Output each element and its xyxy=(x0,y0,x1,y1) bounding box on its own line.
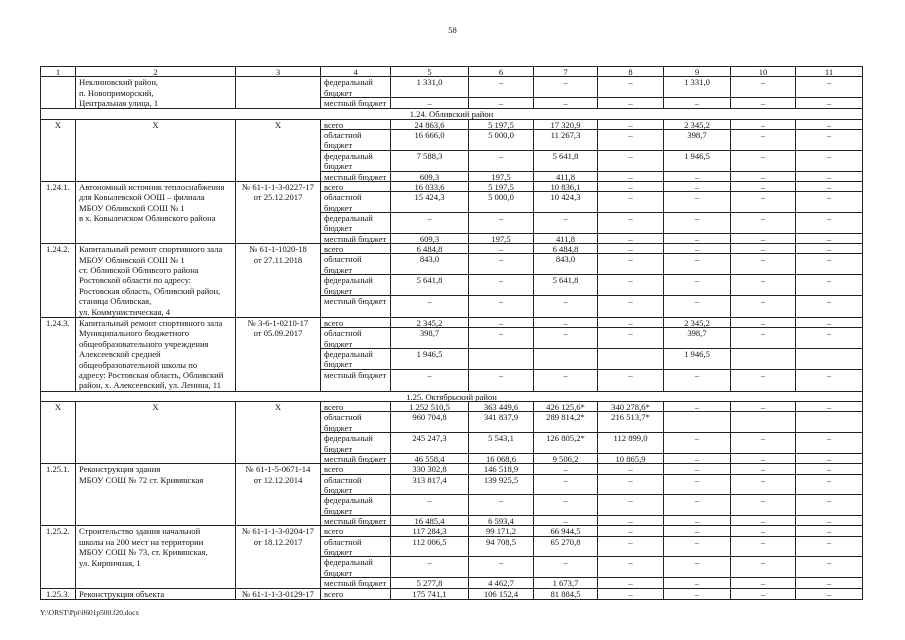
funding-source: федеральный бюджет xyxy=(321,349,391,370)
value-cell xyxy=(731,412,796,433)
value-cell: – xyxy=(731,475,796,496)
value-cell: 609,3 xyxy=(391,234,469,244)
row-document xyxy=(236,77,321,109)
funding-source: федеральный бюджет xyxy=(321,77,391,98)
value-cell: – xyxy=(391,296,469,318)
funding-source: федеральный бюджет xyxy=(321,495,391,516)
value-cell xyxy=(796,412,863,433)
value-cell: 398,7 xyxy=(664,328,731,349)
funding-source: всего xyxy=(321,402,391,412)
value-cell: – xyxy=(598,213,664,234)
value-cell: – xyxy=(598,182,664,192)
value-cell: – xyxy=(731,557,796,578)
value-cell: 2 345,2 xyxy=(664,120,731,130)
value-cell: – xyxy=(796,495,863,516)
value-cell: – xyxy=(796,537,863,558)
column-number-header: 4 xyxy=(321,67,391,77)
row-document: № 3-6-1-0210-17 от 05.09.2017 xyxy=(236,318,321,392)
row-number: 1.24.1. xyxy=(41,182,76,244)
value-cell: – xyxy=(598,151,664,172)
value-cell: 843,0 xyxy=(391,254,469,275)
value-cell: – xyxy=(534,328,598,349)
value-cell: – xyxy=(664,254,731,275)
value-cell: – xyxy=(534,296,598,318)
value-cell: – xyxy=(796,234,863,244)
value-cell: – xyxy=(731,464,796,474)
value-cell: – xyxy=(796,557,863,578)
value-cell: 66 944,5 xyxy=(534,526,598,536)
value-cell: – xyxy=(598,578,664,588)
value-cell: 426 125,6* xyxy=(534,402,598,412)
column-number-header: 1 xyxy=(41,67,76,77)
value-cell: 112 006,5 xyxy=(391,537,469,558)
funding-source: федеральный бюджет xyxy=(321,151,391,172)
funding-source: всего xyxy=(321,318,391,328)
column-number-header: 9 xyxy=(664,67,731,77)
value-cell: – xyxy=(731,589,796,600)
value-cell: – xyxy=(391,213,469,234)
value-cell: – xyxy=(469,244,534,254)
funding-source: всего xyxy=(321,464,391,474)
column-number-header: 7 xyxy=(534,67,598,77)
value-cell: 11 267,3 xyxy=(534,130,598,151)
value-cell: – xyxy=(391,370,469,392)
value-cell: – xyxy=(664,192,731,213)
value-cell: – xyxy=(796,433,863,454)
value-cell: – xyxy=(598,254,664,275)
value-cell: 216 513,7* xyxy=(598,412,664,433)
value-cell: – xyxy=(664,213,731,234)
value-cell: – xyxy=(664,516,731,526)
value-cell: – xyxy=(598,495,664,516)
value-cell xyxy=(469,349,534,370)
value-cell: – xyxy=(664,402,731,412)
column-number-header: 5 xyxy=(391,67,469,77)
value-cell xyxy=(534,349,598,370)
value-cell: – xyxy=(534,318,598,328)
value-cell: – xyxy=(598,172,664,182)
value-cell: – xyxy=(796,296,863,318)
value-cell: – xyxy=(731,495,796,516)
funding-source: всего xyxy=(321,244,391,254)
value-cell: 16 485,4 xyxy=(391,516,469,526)
value-cell: – xyxy=(731,77,796,98)
value-cell: – xyxy=(664,370,731,392)
value-cell xyxy=(664,412,731,433)
funding-source: областной бюджет xyxy=(321,192,391,213)
value-cell: – xyxy=(598,192,664,213)
value-cell: – xyxy=(664,475,731,496)
funding-source: местный бюджет xyxy=(321,516,391,526)
value-cell: – xyxy=(598,537,664,558)
row-number: Х xyxy=(41,402,76,464)
row-document: Х xyxy=(236,402,321,464)
value-cell xyxy=(598,349,664,370)
value-cell: 197,5 xyxy=(469,234,534,244)
value-cell: – xyxy=(664,275,731,296)
value-cell: 10 836,1 xyxy=(534,182,598,192)
value-cell: – xyxy=(796,244,863,254)
value-cell: – xyxy=(664,454,731,464)
value-cell: – xyxy=(731,318,796,328)
value-cell: – xyxy=(731,370,796,392)
value-cell: – xyxy=(796,318,863,328)
value-cell: – xyxy=(534,213,598,234)
value-cell: – xyxy=(469,296,534,318)
value-cell: 126 805,2* xyxy=(534,433,598,454)
value-cell: – xyxy=(598,275,664,296)
value-cell: – xyxy=(664,578,731,588)
value-cell: – xyxy=(796,172,863,182)
value-cell: – xyxy=(796,182,863,192)
value-cell: 106 152,4 xyxy=(469,589,534,600)
row-description: Реконструкция объекта xyxy=(76,589,236,600)
value-cell: – xyxy=(664,589,731,600)
funding-source: областной бюджет xyxy=(321,412,391,433)
value-cell: 10 424,3 xyxy=(534,192,598,213)
funding-source: всего xyxy=(321,589,391,600)
funding-source: местный бюджет xyxy=(321,172,391,182)
value-cell: – xyxy=(664,296,731,318)
value-cell: – xyxy=(664,495,731,516)
value-cell: 411,8 xyxy=(534,172,598,182)
value-cell: – xyxy=(391,557,469,578)
value-cell: 289 814,2* xyxy=(534,412,598,433)
funding-source: федеральный бюджет xyxy=(321,433,391,454)
funding-source: всего xyxy=(321,526,391,536)
value-cell: 197,5 xyxy=(469,172,534,182)
value-cell: – xyxy=(664,537,731,558)
value-cell: 2 345,2 xyxy=(664,318,731,328)
budget-table xyxy=(40,66,863,600)
value-cell: – xyxy=(796,120,863,130)
funding-source: областной бюджет xyxy=(321,328,391,349)
value-cell: – xyxy=(469,77,534,98)
value-cell: 398,7 xyxy=(664,130,731,151)
value-cell: – xyxy=(534,98,598,109)
value-cell: – xyxy=(731,537,796,558)
value-cell: – xyxy=(796,213,863,234)
value-cell: 843,0 xyxy=(534,254,598,275)
funding-source: местный бюджет xyxy=(321,296,391,318)
value-cell: – xyxy=(731,402,796,412)
value-cell: – xyxy=(731,182,796,192)
value-cell: 5 641,8 xyxy=(391,275,469,296)
value-cell: 245 247,3 xyxy=(391,433,469,454)
funding-source: всего xyxy=(321,182,391,192)
section-title: 1.25. Октябрьский район xyxy=(41,392,863,402)
value-cell: 5 641,8 xyxy=(534,151,598,172)
value-cell: – xyxy=(731,120,796,130)
value-cell: – xyxy=(796,454,863,464)
value-cell: 2 345,2 xyxy=(391,318,469,328)
value-cell: – xyxy=(469,151,534,172)
row-number: Х xyxy=(41,120,76,182)
row-description: Капитальный ремонт спортивного зала МБОУ Обливской СОШ № 1 ст. Обливской Обливсого района Ростовской области по адресу: Ростовская область, Обливский район, станица Обливская, ул. Коммунистическая, 4 xyxy=(76,244,236,318)
funding-source: местный бюджет xyxy=(321,98,391,109)
value-cell: – xyxy=(664,244,731,254)
value-cell: – xyxy=(796,328,863,349)
value-cell: – xyxy=(731,213,796,234)
value-cell: – xyxy=(598,234,664,244)
funding-source: областной бюджет xyxy=(321,537,391,558)
value-cell: – xyxy=(598,318,664,328)
value-cell: 609,3 xyxy=(391,172,469,182)
value-cell: – xyxy=(598,526,664,536)
value-cell: 5 641,8 xyxy=(534,275,598,296)
value-cell: – xyxy=(469,495,534,516)
value-cell: – xyxy=(598,130,664,151)
value-cell: – xyxy=(598,296,664,318)
row-number: 1.24.3. xyxy=(41,318,76,392)
row-number: 1.25.2. xyxy=(41,526,76,588)
funding-source: местный бюджет xyxy=(321,234,391,244)
value-cell: – xyxy=(796,526,863,536)
value-cell: 330 302,8 xyxy=(391,464,469,474)
value-cell: – xyxy=(598,464,664,474)
value-cell: 1 331,0 xyxy=(391,77,469,98)
value-cell: 5 000,0 xyxy=(469,130,534,151)
funding-source: областной бюджет xyxy=(321,475,391,496)
value-cell: – xyxy=(469,275,534,296)
file-path-footer: Y:\ORST\Ppi\0601p500.f20.docx xyxy=(40,608,140,617)
value-cell: – xyxy=(598,120,664,130)
value-cell: 99 171,2 xyxy=(469,526,534,536)
row-description: Х xyxy=(76,402,236,464)
value-cell: 15 424,3 xyxy=(391,192,469,213)
column-number-header: 3 xyxy=(236,67,321,77)
value-cell: – xyxy=(731,244,796,254)
row-document: № 61-1-5-0671-14 от 12.12.2014 xyxy=(236,464,321,526)
value-cell: – xyxy=(796,192,863,213)
value-cell: – xyxy=(598,516,664,526)
row-number xyxy=(41,77,76,109)
value-cell: – xyxy=(664,234,731,244)
value-cell: 6 593,4 xyxy=(469,516,534,526)
value-cell: 5 543,1 xyxy=(469,433,534,454)
value-cell: – xyxy=(469,370,534,392)
value-cell: – xyxy=(664,172,731,182)
value-cell: 10 865,9 xyxy=(598,454,664,464)
funding-source: местный бюджет xyxy=(321,578,391,588)
value-cell: 1 252 510,5 xyxy=(391,402,469,412)
row-number: 1.25.1. xyxy=(41,464,76,526)
value-cell: – xyxy=(664,182,731,192)
value-cell: – xyxy=(664,464,731,474)
page-number: 58 xyxy=(448,25,457,35)
funding-source: областной бюджет xyxy=(321,130,391,151)
value-cell: – xyxy=(796,516,863,526)
value-cell: – xyxy=(664,98,731,109)
value-cell: – xyxy=(664,433,731,454)
value-cell: 94 708,5 xyxy=(469,537,534,558)
row-document: № 61-1-1-3-0227-17 от 25.12.2017 xyxy=(236,182,321,244)
value-cell: 398,7 xyxy=(391,328,469,349)
value-cell: – xyxy=(534,516,598,526)
funding-source: федеральный бюджет xyxy=(321,213,391,234)
value-cell: – xyxy=(731,526,796,536)
value-cell: – xyxy=(796,151,863,172)
row-number: 1.25.3. xyxy=(41,589,76,600)
value-cell: – xyxy=(731,151,796,172)
value-cell: – xyxy=(534,475,598,496)
row-document: Х xyxy=(236,120,321,182)
value-cell: 9 506,2 xyxy=(534,454,598,464)
row-document: № 61-1-1-3-0204-17 от 18.12.2017 xyxy=(236,526,321,588)
value-cell: – xyxy=(731,254,796,275)
value-cell: 1 946,5 xyxy=(391,349,469,370)
value-cell: 6 484,8 xyxy=(391,244,469,254)
value-cell: 363 449,6 xyxy=(469,402,534,412)
column-number-header: 6 xyxy=(469,67,534,77)
value-cell: – xyxy=(469,213,534,234)
value-cell: – xyxy=(796,275,863,296)
value-cell: – xyxy=(731,192,796,213)
value-cell: 146 518,9 xyxy=(469,464,534,474)
funding-source: федеральный бюджет xyxy=(321,275,391,296)
value-cell: – xyxy=(469,318,534,328)
value-cell: 65 270,8 xyxy=(534,537,598,558)
value-cell: – xyxy=(534,557,598,578)
value-cell: – xyxy=(796,578,863,588)
value-cell: – xyxy=(598,557,664,578)
value-cell: – xyxy=(469,328,534,349)
funding-source: местный бюджет xyxy=(321,454,391,464)
value-cell: – xyxy=(598,475,664,496)
value-cell: – xyxy=(731,328,796,349)
row-number: 1.24.2. xyxy=(41,244,76,318)
value-cell: – xyxy=(796,98,863,109)
row-document: № 61-1-1020-18 от 27.11.2018 xyxy=(236,244,321,318)
value-cell: – xyxy=(731,98,796,109)
row-description: Неклиновский район, п. Новоприморский, Центральная улица, 1 xyxy=(76,77,236,109)
funding-source: федеральный бюджет xyxy=(321,557,391,578)
value-cell: – xyxy=(796,254,863,275)
funding-source: областной бюджет xyxy=(321,254,391,275)
value-cell: – xyxy=(469,557,534,578)
row-document: № 61-1-1-3-0129-17 xyxy=(236,589,321,600)
value-cell: – xyxy=(534,464,598,474)
value-cell: – xyxy=(731,275,796,296)
value-cell: 341 837,9 xyxy=(469,412,534,433)
value-cell: – xyxy=(731,130,796,151)
value-cell: – xyxy=(731,234,796,244)
value-cell: 17 320,9 xyxy=(534,120,598,130)
value-cell: – xyxy=(796,402,863,412)
section-title: 1.24. Обливский район xyxy=(41,109,863,119)
funding-source: всего xyxy=(321,120,391,130)
value-cell: – xyxy=(598,370,664,392)
row-description: Реконструкция здания МБОУ СОШ № 72 ст. Кривянская xyxy=(76,464,236,526)
value-cell: – xyxy=(391,495,469,516)
row-description: Строительство здания начальной школы на 200 мест на территории МБОУ СОШ № 73, ст. Кривянская, ул. Кирпичная, 1 xyxy=(76,526,236,588)
value-cell: – xyxy=(469,254,534,275)
value-cell: 16 666,0 xyxy=(391,130,469,151)
row-description: Капитальный ремонт спортивного зала Муниципального бюджетного общеобразовательного учреждения Алексеевской средней общеобразовательной школы по адресу: Ростовская область, Обливский район, х. Алексеевский, ул. Ленина, 11 xyxy=(76,318,236,392)
value-cell: – xyxy=(731,172,796,182)
value-cell: 139 925,5 xyxy=(469,475,534,496)
value-cell: 5 000,0 xyxy=(469,192,534,213)
column-number-header: 2 xyxy=(76,67,236,77)
value-cell: – xyxy=(598,328,664,349)
funding-source: местный бюджет xyxy=(321,370,391,392)
value-cell: 5 277,8 xyxy=(391,578,469,588)
value-cell: – xyxy=(731,296,796,318)
value-cell: – xyxy=(534,370,598,392)
value-cell: – xyxy=(796,464,863,474)
value-cell: – xyxy=(796,370,863,392)
value-cell: – xyxy=(664,557,731,578)
value-cell: 1 946,5 xyxy=(664,151,731,172)
value-cell: 1 946,5 xyxy=(664,349,731,370)
value-cell: – xyxy=(534,77,598,98)
value-cell: 411,8 xyxy=(534,234,598,244)
value-cell: 960 704,8 xyxy=(391,412,469,433)
value-cell: – xyxy=(534,495,598,516)
value-cell: – xyxy=(796,475,863,496)
value-cell: 6 484,8 xyxy=(534,244,598,254)
value-cell: 81 884,5 xyxy=(534,589,598,600)
value-cell: – xyxy=(664,526,731,536)
value-cell: – xyxy=(796,130,863,151)
value-cell: 16 068,6 xyxy=(469,454,534,464)
value-cell: 16 033,6 xyxy=(391,182,469,192)
value-cell: 7 588,3 xyxy=(391,151,469,172)
value-cell: – xyxy=(731,578,796,588)
value-cell: 1 331,0 xyxy=(664,77,731,98)
value-cell: – xyxy=(469,98,534,109)
row-description: Автономный источник теплоснабжения для Ковылевской ООШ – филиала МБОУ Обливской СОШ № 1 в х. Ковыленском Обливского района xyxy=(76,182,236,244)
value-cell: 5 197,5 xyxy=(469,120,534,130)
value-cell: – xyxy=(731,454,796,464)
value-cell: 5 197,5 xyxy=(469,182,534,192)
value-cell: 24 863,6 xyxy=(391,120,469,130)
column-number-header: 11 xyxy=(796,67,863,77)
value-cell: 313 817,4 xyxy=(391,475,469,496)
row-description: Х xyxy=(76,120,236,182)
value-cell: – xyxy=(598,244,664,254)
column-number-header: 8 xyxy=(598,67,664,77)
value-cell: 117 284,3 xyxy=(391,526,469,536)
value-cell: – xyxy=(391,98,469,109)
value-cell: 4 462,7 xyxy=(469,578,534,588)
value-cell: – xyxy=(598,77,664,98)
value-cell: 112 899,0 xyxy=(598,433,664,454)
value-cell: 1 673,7 xyxy=(534,578,598,588)
value-cell: – xyxy=(796,589,863,600)
value-cell: 175 741,1 xyxy=(391,589,469,600)
value-cell xyxy=(796,349,863,370)
value-cell: 46 558,4 xyxy=(391,454,469,464)
value-cell: – xyxy=(598,589,664,600)
value-cell: 340 278,6* xyxy=(598,402,664,412)
value-cell: – xyxy=(598,98,664,109)
value-cell: – xyxy=(731,516,796,526)
value-cell: – xyxy=(731,433,796,454)
value-cell xyxy=(731,349,796,370)
column-number-header: 10 xyxy=(731,67,796,77)
value-cell: – xyxy=(796,77,863,98)
